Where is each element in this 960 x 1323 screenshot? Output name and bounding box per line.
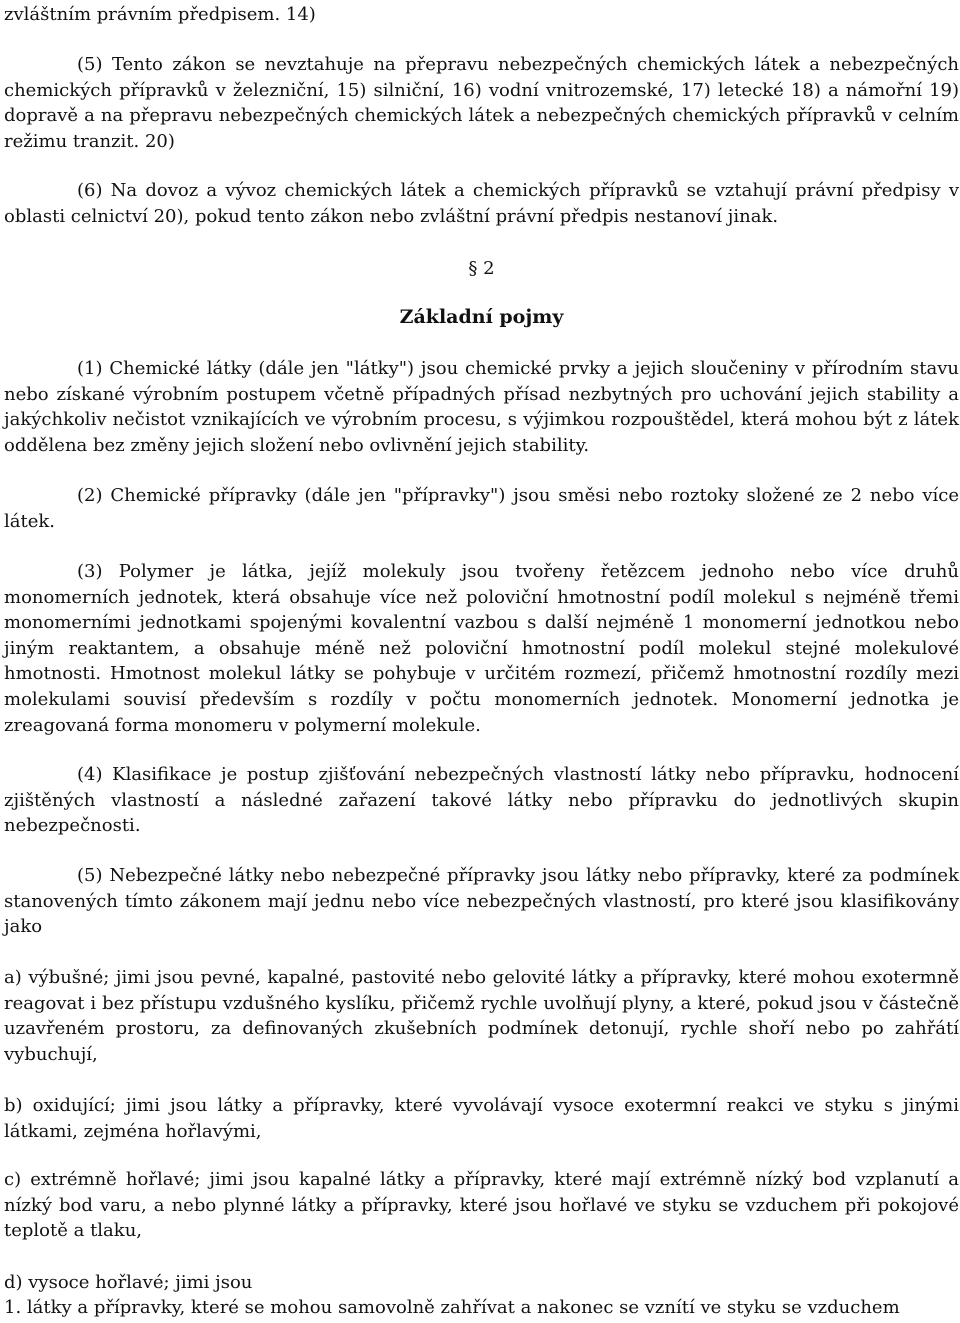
- paragraph-4: (4) Klasifikace je postup zjišťování nebezpečných vlastností látky nebo přípravku, hodnocení zjištěných vlastností a následné zařazení takové látky nebo přípravku do jednotlivých skupin nebezpečnosti.: [4, 764, 959, 837]
- paragraph-1: (1) Chemické látky (dále jen "látky") jsou chemické prvky a jejich sloučeniny v přírodním stavu nebo získané výrobním postupem včetně případných přísad nezbytných pro uchování jejich stability a jakýchkoliv nečistot vznikajících ve výrobním procesu, s výjimkou rozpouštědel, která mohou být z látek oddělena bez změny jejich složení nebo ovlivnění jejich stability.: [4, 358, 959, 456]
- paragraph-intro-6: (6) Na dovoz a vývoz chemických látek a chemických přípravků se vztahují právní předpisy v oblasti celnictví 20), pokud tento zákon nebo zvláštní právní předpis nestanoví jinak.: [4, 180, 959, 227]
- list-item-a: a) výbušné; jimi jsou pevné, kapalné, pastovité nebo gelovité látky a přípravky, které mohou exotermně reagovat i bez přístupu vzdušného kyslíku, přičemž rychle uvolňují plyny, a které, pokud jsou v částečně uzavřeném prostoru, za definovaných zkušebních podmínek detonují, rychle shoří nebo po zahřátí vybuchují,: [4, 967, 959, 1065]
- list-item-c: c) extrémně hořlavé; jimi jsou kapalné látky a přípravky, které mají extrémně nízký bod vzplanutí a nízký bod varu, a nebo plynné látky a přípravky, které jsou hořlavé ve styku se vzduchem při pokojové teplotě a tlaku,: [4, 1169, 959, 1242]
- list-item-d-sub-1: 1. látky a přípravky, které se mohou samovolně zahřívat a nakonec se vznítí ve styku se vzduchem: [4, 1297, 900, 1318]
- paragraph-5: (5) Nebezpečné látky nebo nebezpečné přípravky jsou látky nebo přípravky, které za podmínek stanovených tímto zákonem mají jednu nebo více nebezpečných vlastností, pro které jsou klasifikovány jako: [4, 865, 959, 938]
- list-item-d: d) vysoce hořlavé; jimi jsou: [4, 1272, 253, 1293]
- section-title: Základní pojmy: [399, 306, 564, 328]
- section-mark: § 2: [468, 258, 495, 279]
- paragraph-2: (2) Chemické přípravky (dále jen "přípravky") jsou směsi nebo roztoky složené ze 2 nebo více látek.: [4, 485, 959, 532]
- paragraph-3: (3) Polymer je látka, jejíž molekuly jsou tvořeny řetězcem jednoho nebo více druhů monomerních jednotek, která obsahuje více než poloviční hmotnostní podíl molekul s nejméně třemi monomerními jednotkami spojenými kovalentní vazbou s další nejméně 1 monomerní jednotkou nebo jiným reaktantem, a obsahuje méně než poloviční hmotnostní podíl molekul stejné molekulové hmotnosti. Hmotnost molekul látky se pohybuje v určitém rozmezí, přičemž hmotnostní rozdíly mezi molekulami souvisí především s rozdíly v počtu monomerních jednotek. Monomerní jednotka je zreagovaná forma monomeru v polymerní molekule.: [4, 561, 959, 736]
- list-item-b: b) oxidující; jimi jsou látky a přípravky, které vyvolávají vysoce exotermní reakci ve styku s jinými látkami, zejména hořlavými,: [4, 1095, 959, 1142]
- top-fragment: zvláštním právním předpisem. 14): [4, 4, 316, 25]
- paragraph-intro-5: (5) Tento zákon se nevztahuje na přepravu nebezpečných chemických látek a nebezpečných chemických přípravků v železniční, 15) silniční, 16) vodní vnitrozemské, 17) letecké 18) a námořní 19) dopravě a na přepravu nebezpečných chemických látek a nebezpečných chemických přípravků v celním režimu tranzit. 20): [4, 54, 959, 152]
